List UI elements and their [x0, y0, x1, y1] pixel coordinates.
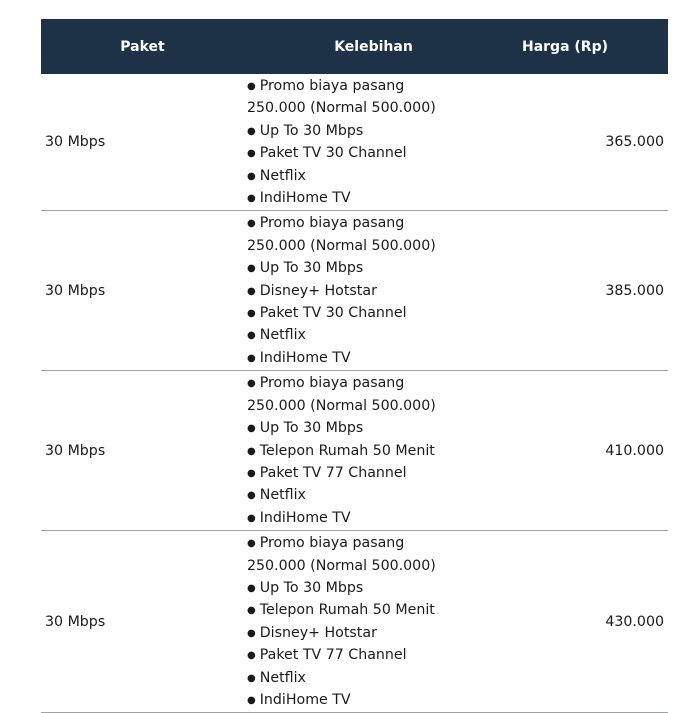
benefit-item: ● Netflix [247, 485, 503, 507]
table-row [41, 371, 668, 531]
header-kelebihan: Kelebihan [334, 38, 413, 55]
harga-cell: 410.000 [605, 442, 664, 459]
kelebihan-cell [244, 211, 503, 371]
benefit-item: ● Promo biaya pasang [247, 373, 503, 395]
benefit-item: ● Up To 30 Mbps [247, 418, 503, 440]
benefit-list [247, 533, 503, 712]
harga-cell: 365.000 [605, 134, 664, 151]
paket-cell: 30 Mbps [45, 613, 106, 630]
header-harga: Harga (Rp) [521, 38, 608, 55]
benefit-item: ● IndiHome TV [247, 348, 503, 370]
harga-cell: 385.000 [605, 282, 664, 299]
table-body [41, 74, 668, 713]
benefit-item: 250.000 (Normal 500.000) [247, 100, 436, 117]
price-table [41, 19, 668, 713]
table-row [41, 74, 668, 211]
header-paket: Paket [120, 38, 165, 55]
benefit-item: ● Up To 30 Mbps [247, 121, 503, 143]
benefit-item: ● Telepon Rumah 50 Menit [247, 441, 503, 463]
benefit-item: ● Disney+ Hotstar [247, 281, 503, 303]
benefit-item: ● Disney+ Hotstar [247, 623, 503, 645]
header-row [41, 19, 668, 74]
benefit-item: ● Paket TV 77 Channel [247, 463, 503, 485]
benefit-item: ● Netflix [247, 325, 503, 347]
table-row [41, 211, 668, 371]
table-header [41, 19, 668, 74]
benefit-item: ● Promo biaya pasang [247, 533, 503, 555]
harga-cell: 430.000 [605, 613, 664, 630]
benefit-list [247, 76, 503, 210]
benefit-list [247, 373, 503, 530]
benefit-item: ● Promo biaya pasang [247, 76, 503, 98]
benefit-item: ● Paket TV 30 Channel [247, 143, 503, 165]
benefit-item: 250.000 (Normal 500.000) [247, 397, 436, 414]
benefit-item: ● Paket TV 30 Channel [247, 303, 503, 325]
benefit-item: ● Up To 30 Mbps [247, 258, 503, 280]
benefit-item: ● IndiHome TV [247, 188, 503, 210]
benefit-item: ● IndiHome TV [247, 690, 503, 712]
paket-cell: 30 Mbps [45, 282, 106, 299]
benefit-item: 250.000 (Normal 500.000) [247, 237, 436, 254]
benefit-item: 250.000 (Normal 500.000) [247, 557, 436, 574]
benefit-item: ● Up To 30 Mbps [247, 578, 503, 600]
paket-cell: 30 Mbps [45, 134, 106, 151]
kelebihan-cell [244, 371, 503, 531]
benefit-list [247, 213, 503, 370]
kelebihan-cell [244, 74, 503, 211]
benefit-item: ● Telepon Rumah 50 Menit [247, 600, 503, 622]
paket-cell: 30 Mbps [45, 442, 106, 459]
benefit-item: ● Netflix [247, 166, 503, 188]
benefit-item: ● Paket TV 77 Channel [247, 645, 503, 667]
benefit-item: ● Promo biaya pasang [247, 213, 503, 235]
benefit-item: ● Netflix [247, 668, 503, 690]
benefit-item: ● IndiHome TV [247, 508, 503, 530]
